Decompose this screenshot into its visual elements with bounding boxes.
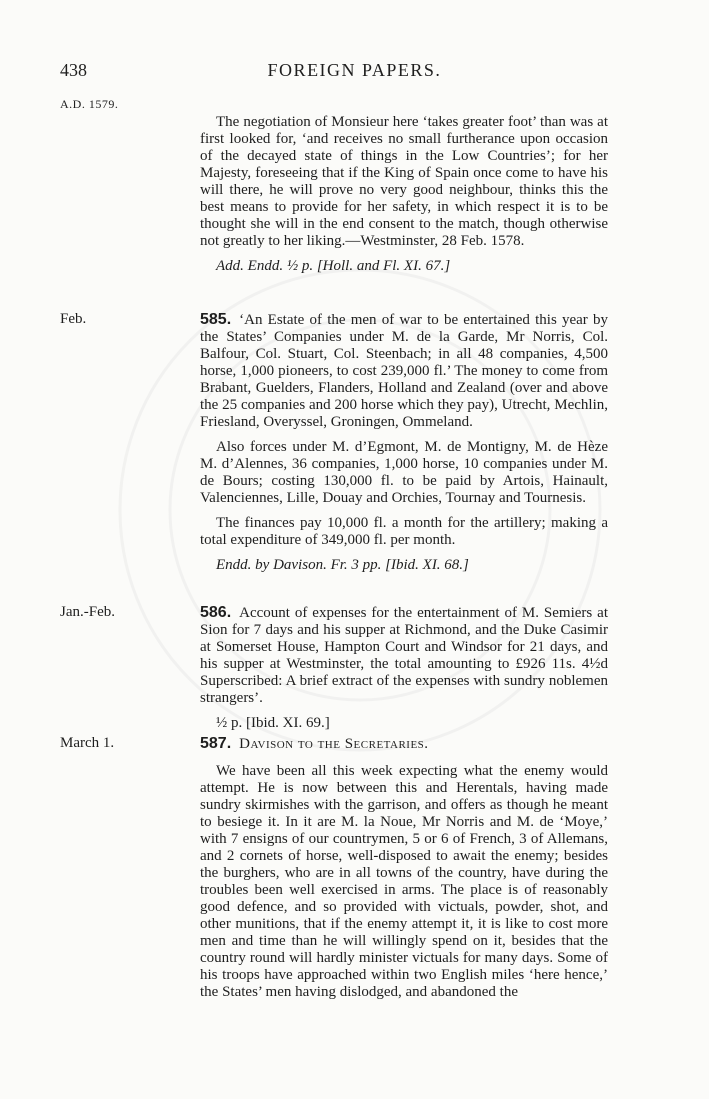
entry-586 [200,604,608,740]
entry-585-paragraph-3: The finances pay 10,000 fl. a month for the artillery; making a total expenditure of 349,000 fl. per month. [200,515,608,548]
entry-586-endorsement: ½ p. [Ibid. XI. 69.] [216,715,330,731]
entry-585-paragraph-2: Also forces under M. d’Egmont, M. de Montigny, M. de Hèze M. d’Alennes, 36 companies, 1,000 horse, 10 companies under M. de Bours; costing 130,000 fl. to be paid by Artois, Hainault, Valenciennes, Lille, Douay and Orchies, Tournay and Tournesis. [200,439,608,506]
page-title: FOREIGN PAPERS. [267,60,442,80]
entry-586-number: 586. [200,604,232,621]
page-number: 438 [60,60,87,80]
year-marginal-note: A.D. 1579. [60,97,119,111]
entry-587 [200,735,608,1009]
running-head [0,60,709,86]
intro-paragraph: The negotiation of Monsieur here ‘takes greater foot’ than was at first looked for, ‘and receives no small furtherance upon occasion of the decayed state of things in the Low Countries’; for her Majesty, foreseeing that if the King of Spain once come to have his will there, he will prove no very good neighbour, thinks this the best means to provide for her safety, in which respect it is to be thought she will in the end consent to the match, though otherwise not greatly to her liking.—Westminster, 28 Feb. 1578. [200,114,608,249]
entry-585 [200,311,608,582]
entry-587-heading: Davison to the Secretaries. [239,736,429,752]
entry-587-date: March 1. [60,735,115,751]
entry-586-date: Jan.-Feb. [60,604,115,620]
entry-585-date: Feb. [60,311,87,327]
entry-586-paragraph-1: Account of expenses for the entertainment of M. Semiers at Sion for 7 days and his supper at Richmond, and the Duke Casimir at Somerset House, Hampton Court and Windsor for 21 days, and his supper at Westminster, the total amounting to £926 11s. 4½d Superscribed: A brief extract of the expenses with sundry noblemen strangers’. [200,605,608,706]
entry-585-paragraph-1: ‘An Estate of the men of war to be entertained this year by the States’ Companies under M. de la Garde, Mr Norris, Col. Balfour, Col. Stuart, Col. Steenbach; in all 48 companies, 4,500 horse, 1,000 pioneers, to cost 239,000 fl.’ The money to come from Brabant, Guelders, Flanders, Holland and Zealand (over and above the 25 companies and 200 horse which they pay), Utrecht, Mechlin, Friesland, Overyssel, Groningen, Ommeland. [200,312,608,430]
entry-587-number: 587. [200,735,232,752]
entry-585-number: 585. [200,311,232,328]
intro-endorsement: Add. Endd. ½ p. [Holl. and Fl. XI. 67.] [216,258,451,274]
intro-paragraph-block [200,114,608,283]
entry-585-endorsement: Endd. by Davison. Fr. 3 pp. [Ibid. XI. 68.] [216,557,469,573]
entry-587-paragraph-1: We have been all this week expecting what the enemy would attempt. He is now between this and Herentals, having made sundry skirmishes with the garrison, and offers as though he meant to besiege it. In it are M. la Noue, Mr Norris and M. de ‘Moye,’ with 7 ensigns of our countrymen, 5 or 6 of French, 3 of Allemans, and 2 cornets of horse, well-disposed to await the enemy; besides the burghers, who are in all towns of the country, have during the troubles been well exercised in arms. The place is of reasonably good defence, and so provided with victuals, powder, shot, and other munitions, that if the enemy attempt it, it is like to cost more men and time than he will willingly spend on it, besides that the country round will hardly minister victuals for many days. Some of his troops have approached within two English miles ‘here hence,’ the States’ men having dislodged, and abandoned the [200,763,608,1000]
